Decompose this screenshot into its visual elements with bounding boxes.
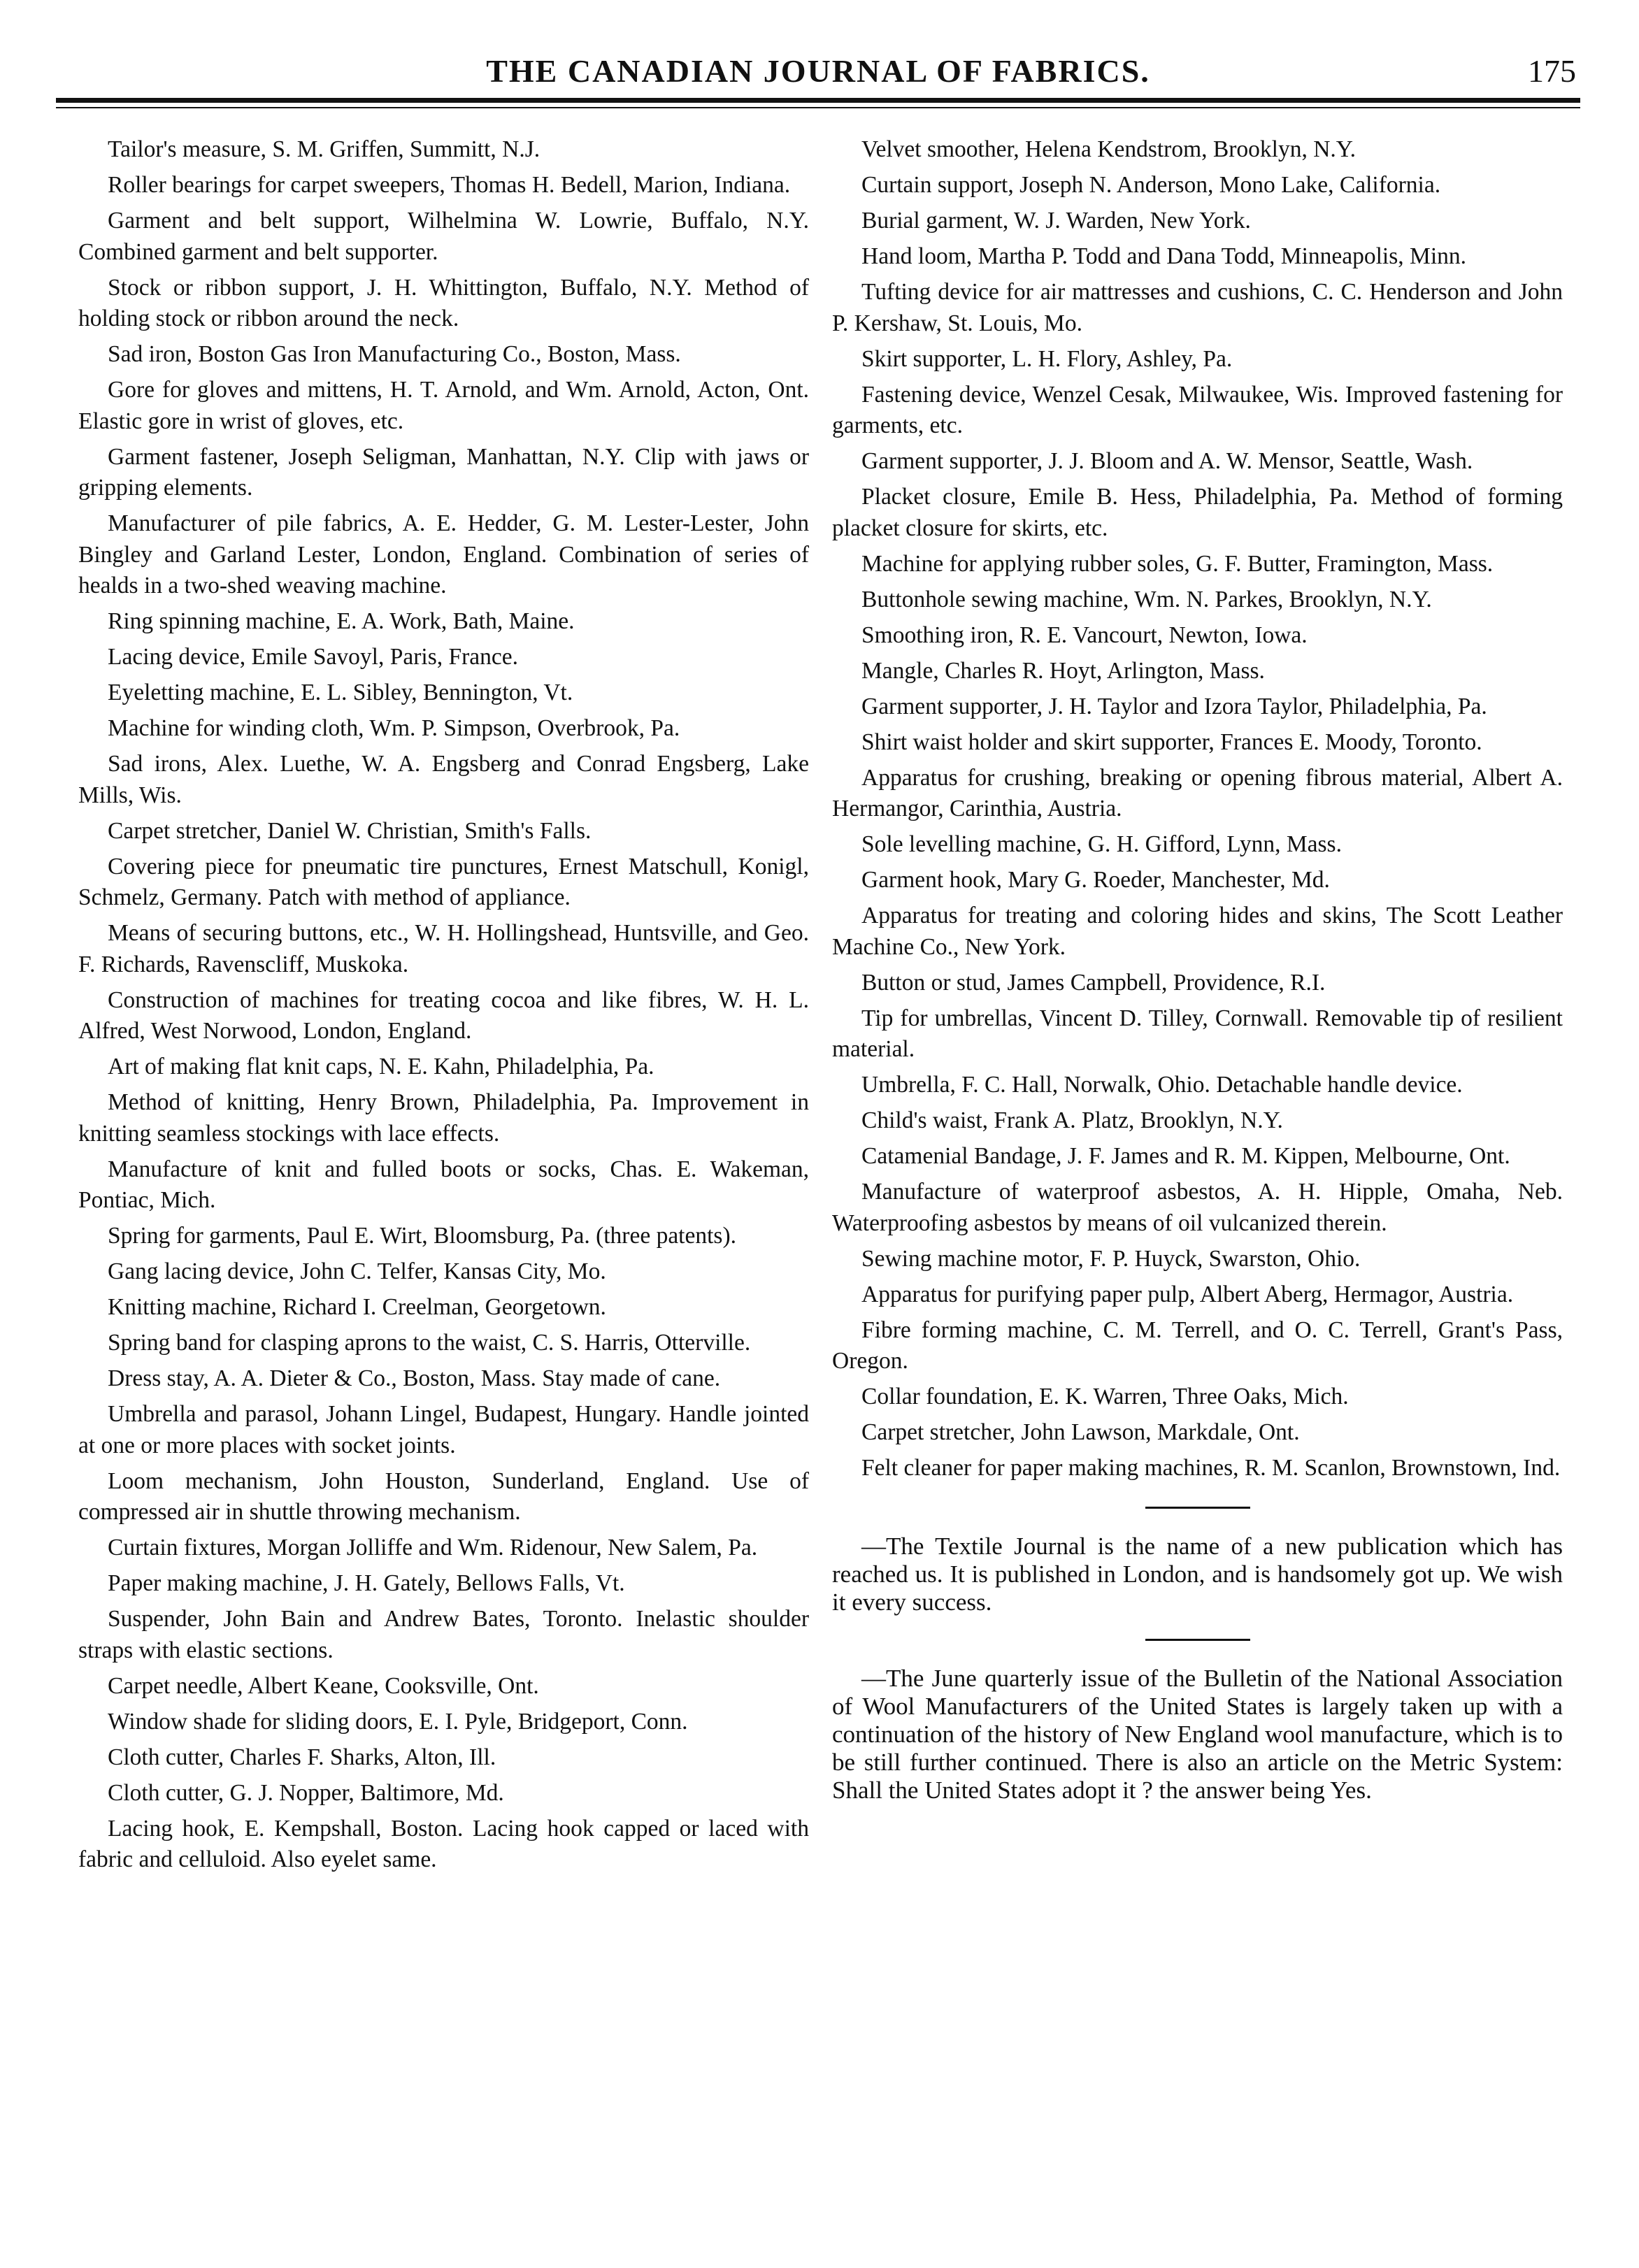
patent-entry: Tailor's measure, S. M. Griffen, Summitt, N.J. xyxy=(108,136,541,162)
patent-entry: Tip for umbrellas, Vincent D. Tilley, Cornwall. Removable tip of resilient material. xyxy=(832,1005,1563,1062)
patent-entry: Fastening device, Wenzel Cesak, Milwaukee, Wis. Improved fastening for garments, etc. xyxy=(832,381,1563,438)
patent-entry: Knitting machine, Richard I. Creelman, Georgetown. xyxy=(108,1294,606,1320)
left-column xyxy=(78,134,809,1880)
patent-entry: Eyeletting machine, E. L. Sibley, Bennington, Vt. xyxy=(108,680,573,705)
patent-entry: Carpet stretcher, John Lawson, Markdale, Ont. xyxy=(861,1419,1300,1445)
patent-entry: Gore for gloves and mittens, H. T. Arnold, and Wm. Arnold, Acton, Ont. Elastic gore in wrist of gloves, etc. xyxy=(78,377,809,434)
patent-entry: Garment fastener, Joseph Seligman, Manhattan, N.Y. Clip with jaws or gripping elements. xyxy=(78,443,809,501)
patent-entry: Lacing hook, E. Kempshall, Boston. Lacing hook capped or laced with fabric and celluloid. Also eyelet same. xyxy=(78,1815,809,1872)
header-rule-thin xyxy=(56,107,1580,108)
patent-entry: Manufacture of waterproof asbestos, A. H. Hipple, Omaha, Neb. Waterproofing asbestos by means of oil vulcanized therein. xyxy=(832,1179,1563,1236)
patent-entry: Loom mechanism, John Houston, Sunderland, England. Use of compressed air in shuttle throwing mechanism. xyxy=(78,1467,809,1525)
patent-entry: Roller bearings for carpet sweepers, Thomas H. Bedell, Marion, Indiana. xyxy=(108,172,791,198)
patent-entry: Umbrella, F. C. Hall, Norwalk, Ohio. Detachable handle device. xyxy=(861,1072,1463,1098)
patent-entry: Apparatus for purifying paper pulp, Albert Aberg, Hermagor, Austria. xyxy=(861,1281,1514,1307)
patent-entry: Window shade for sliding doors, E. I. Pyle, Bridgeport, Conn. xyxy=(108,1708,688,1735)
patent-entry: Paper making machine, J. H. Gately, Bellows Falls, Vt. xyxy=(108,1570,625,1596)
patent-entry: Felt cleaner for paper making machines, R. M. Scanlon, Brownstown, Ind. xyxy=(861,1455,1561,1481)
patent-entry: Sad irons, Alex. Luethe, W. A. Engsberg and Conrad Engsberg, Lake Mills, Wis. xyxy=(78,751,809,808)
patent-entry: Lacing device, Emile Savoyl, Paris, France. xyxy=(108,644,519,670)
patent-entry: Stock or ribbon support, J. H. Whittington, Buffalo, N.Y. Method of holding stock or ribbon around the neck. xyxy=(78,274,809,331)
page-header xyxy=(56,50,1580,92)
patent-entry: Garment supporter, J. J. Bloom and A. W. Mensor, Seattle, Wash. xyxy=(861,448,1473,474)
patent-entry: Manufacturer of pile fabrics, A. E. Hedder, G. M. Lester-Lester, John Bingley and Garland Lester, London, England. Combination of series of healds in a two-shed weaving machine. xyxy=(78,510,809,598)
patent-entry: Gang lacing device, John C. Telfer, Kansas City, Mo. xyxy=(108,1258,606,1284)
patent-entry: Sad iron, Boston Gas Iron Manufacturing Co., Boston, Mass. xyxy=(108,341,681,367)
patent-entry: Sewing machine motor, F. P. Huyck, Swarston, Ohio. xyxy=(861,1245,1361,1272)
patent-entry: Apparatus for crushing, breaking or opening fibrous material, Albert A. Hermangor, Carinthia, Austria. xyxy=(832,764,1563,821)
journal-title: THE CANADIAN JOURNAL OF FABRICS. xyxy=(486,53,1150,89)
patent-entry: Carpet stretcher, Daniel W. Christian, Smith's Falls. xyxy=(108,817,592,844)
patent-entry: Umbrella and parasol, Johann Lingel, Budapest, Hungary. Handle jointed at one or more places with socket joints. xyxy=(78,1401,809,1458)
section-divider xyxy=(1145,1639,1250,1641)
patent-entry: Collar foundation, E. K. Warren, Three Oaks, Mich. xyxy=(861,1384,1349,1409)
patent-entry: Garment and belt support, Wilhelmina W. Lowrie, Buffalo, N.Y. Combined garment and belt supporter. xyxy=(78,208,809,265)
header-rule-thick xyxy=(56,98,1580,103)
patent-entry: Garment hook, Mary G. Roeder, Manchester, Md. xyxy=(861,867,1330,893)
patent-entry: Shirt waist holder and skirt supporter, Frances E. Moody, Toronto. xyxy=(861,729,1482,755)
patent-entry: Ring spinning machine, E. A. Work, Bath, Maine. xyxy=(108,608,575,634)
patent-entry: Method of knitting, Henry Brown, Philadelphia, Pa. Improvement in knitting seamless stockings with lace effects. xyxy=(78,1089,809,1147)
patent-entry: Buttonhole sewing machine, Wm. N. Parkes, Brooklyn, N.Y. xyxy=(861,586,1432,612)
patent-entry: Skirt supporter, L. H. Flory, Ashley, Pa. xyxy=(861,345,1233,372)
patent-entry: Covering piece for pneumatic tire punctures, Ernest Matschull, Konigl, Schmelz, Germany. Patch with method of appliance. xyxy=(78,853,809,910)
patent-entry: Cloth cutter, Charles F. Sharks, Alton, Ill. xyxy=(108,1744,496,1770)
patent-entry: Means of securing buttons, etc., W. H. Hollingshead, Huntsville, and Geo. F. Richards, Ravenscliff, Muskoka. xyxy=(78,920,809,977)
right-column xyxy=(832,134,1563,1804)
patent-entry: Spring for garments, Paul E. Wirt, Bloomsburg, Pa. (three patents). xyxy=(108,1223,736,1249)
patent-entry: Spring band for clasping aprons to the waist, C. S. Harris, Otterville. xyxy=(108,1330,751,1356)
patent-entry: Velvet smoother, Helena Kendstrom, Brooklyn, N.Y. xyxy=(861,136,1357,162)
section-divider xyxy=(1145,1507,1250,1509)
news-note-textile-journal: —The Textile Journal is the name of a new publication which has reached us. It is published in London, and is handsomely got up. We wish it every success. xyxy=(832,1532,1563,1616)
patent-entry: Machine for winding cloth, Wm. P. Simpson, Overbrook, Pa. xyxy=(108,715,680,741)
patent-entry: Garment supporter, J. H. Taylor and Izora Taylor, Philadelphia, Pa. xyxy=(861,693,1487,719)
patent-entry: Smoothing iron, R. E. Vancourt, Newton, Iowa. xyxy=(861,622,1308,648)
patent-entry: Cloth cutter, G. J. Nopper, Baltimore, Md. xyxy=(108,1779,504,1806)
patent-entry: Dress stay, A. A. Dieter & Co., Boston, Mass. Stay made of cane. xyxy=(108,1365,721,1391)
patent-entry: Manufacture of knit and fulled boots or socks, Chas. E. Wakeman, Pontiac, Mich. xyxy=(78,1156,809,1213)
patent-entry: Apparatus for treating and coloring hides and skins, The Scott Leather Machine Co., New York. xyxy=(832,903,1563,960)
news-note-wool-bulletin: —The June quarterly issue of the Bulletin of the National Association of Wool Manufacturers of the United States is largely taken up with a continuation of the history of New England wool manufacture, which is to be still further continued. There is also an article on the Metric System: Shall the United States adopt it ? the answer being Yes. xyxy=(832,1664,1563,1804)
patent-entry: Tufting device for air mattresses and cushions, C. C. Henderson and John P. Kershaw, St. Louis, Mo. xyxy=(832,279,1563,336)
patent-entry: Machine for applying rubber soles, G. F. Butter, Framington, Mass. xyxy=(861,550,1494,577)
patent-entry: Placket closure, Emile B. Hess, Philadelphia, Pa. Method of forming placket closure for skirts, etc. xyxy=(832,484,1563,541)
patent-entry: Carpet needle, Albert Keane, Cooksville, Ont. xyxy=(108,1672,539,1699)
patent-entry: Hand loom, Martha P. Todd and Dana Todd, Minneapolis, Minn. xyxy=(861,243,1466,269)
patent-entry: Construction of machines for treating cocoa and like fibres, W. H. L. Alfred, West Norwood, London, England. xyxy=(78,986,809,1044)
patent-entry: Button or stud, James Campbell, Providence, R.I. xyxy=(861,969,1326,996)
patent-entry: Mangle, Charles R. Hoyt, Arlington, Mass. xyxy=(861,657,1265,684)
patent-entry: Child's waist, Frank A. Platz, Brooklyn, N.Y. xyxy=(861,1107,1283,1133)
patent-entry: Sole levelling machine, G. H. Gifford, Lynn, Mass. xyxy=(861,831,1342,857)
patent-entry: Catamenial Bandage, J. F. James and R. M. Kippen, Melbourne, Ont. xyxy=(861,1143,1510,1169)
patent-entry: Fibre forming machine, C. M. Terrell, and O. C. Terrell, Grant's Pass, Oregon. xyxy=(832,1316,1563,1374)
patent-entry: Burial garment, W. J. Warden, New York. xyxy=(861,208,1251,234)
page-number: 175 xyxy=(1528,53,1576,89)
patent-entry: Art of making flat knit caps, N. E. Kahn, Philadelphia, Pa. xyxy=(108,1054,654,1079)
patent-entry: Curtain fixtures, Morgan Jolliffe and Wm. Ridenour, New Salem, Pa. xyxy=(108,1535,758,1560)
patent-entry: Curtain support, Joseph N. Anderson, Mono Lake, California. xyxy=(861,172,1441,198)
patent-entry: Suspender, John Bain and Andrew Bates, Toronto. Inelastic shoulder straps with elastic sections. xyxy=(78,1606,809,1663)
